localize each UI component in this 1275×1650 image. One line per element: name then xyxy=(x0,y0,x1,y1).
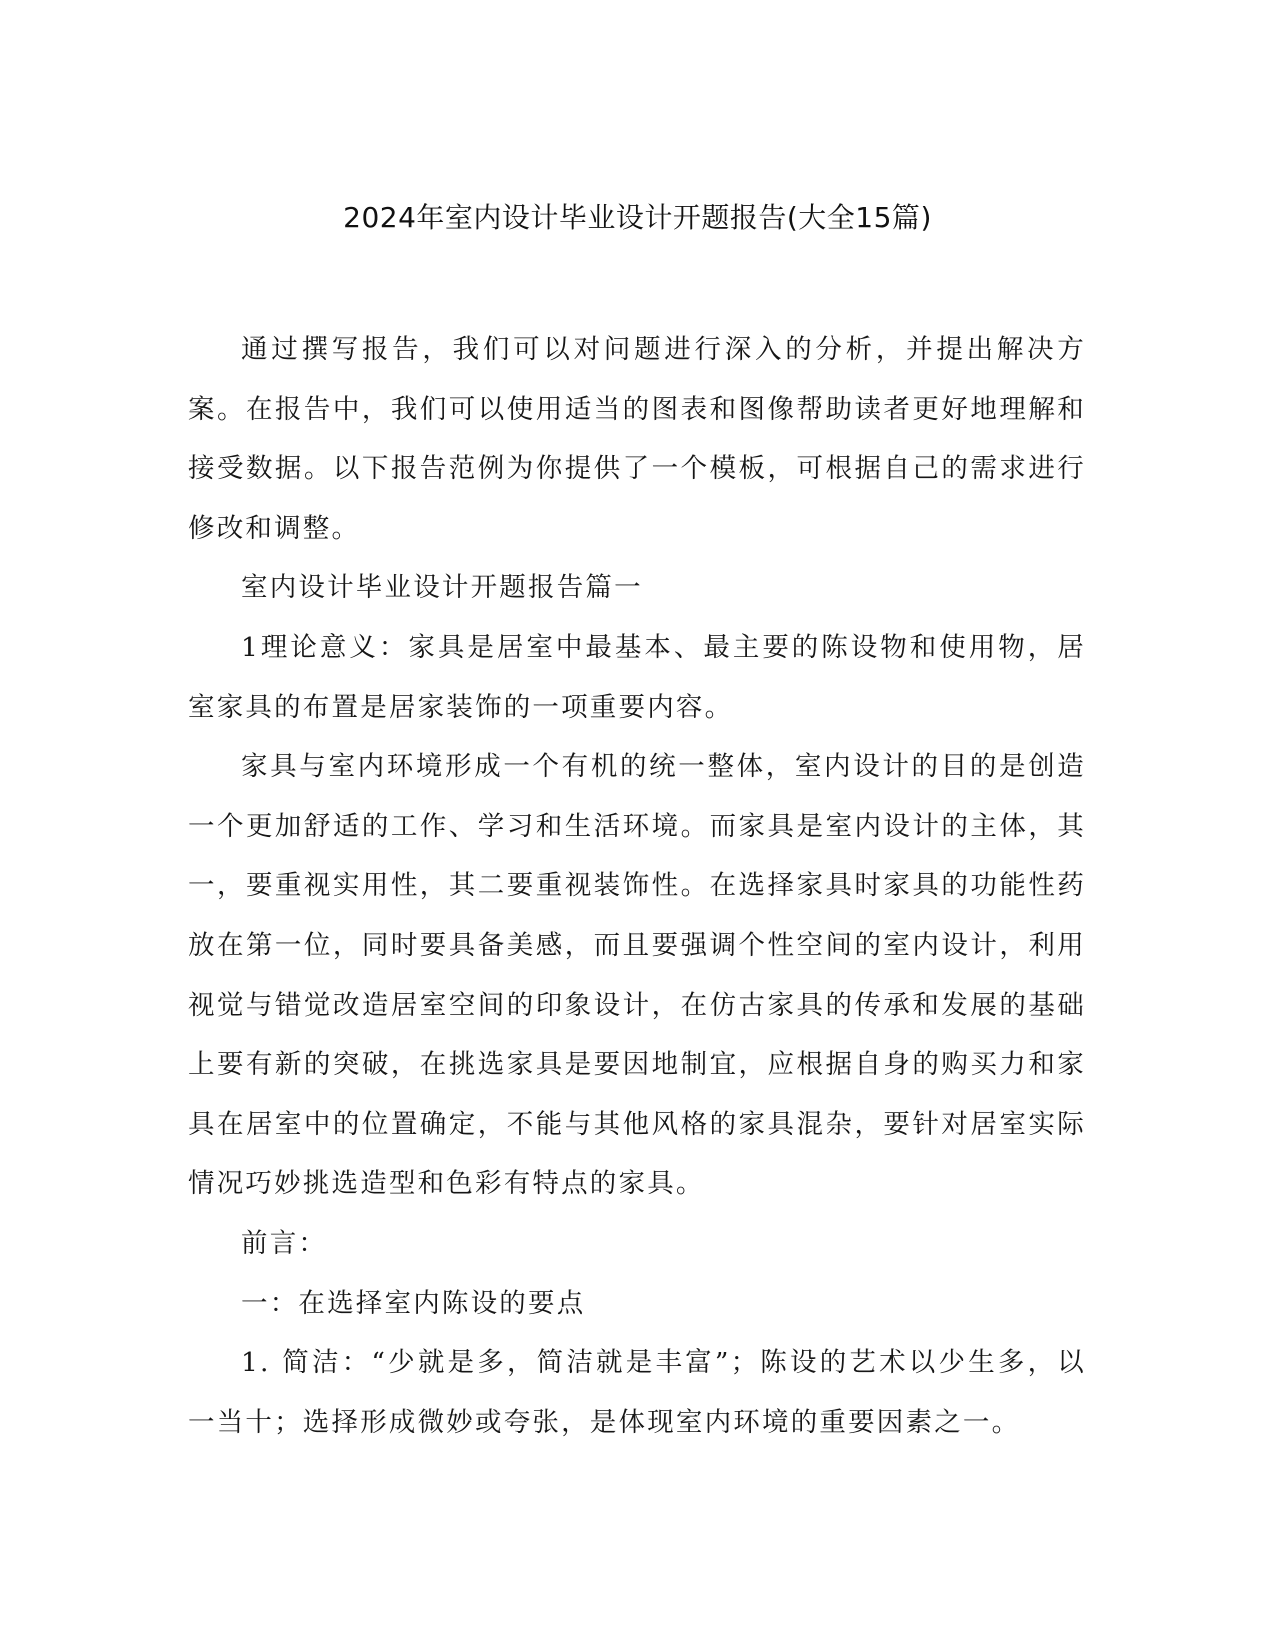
furniture-paragraph: 家具与室内环境形成一个有机的统一整体，室内设计的目的是创造一个更加舒适的工作、学习和生活环境。而家具是室内设计的主体，其一，要重视实用性，其二要重视装饰性。在选择家具时家具的功能性药放在第一位，同时要具备美感，而且要强调个性空间的室内设计，利用视觉与错觉改造居室空间的印象设计，在仿古家具的传承和发展的基础上要有新的突破，在挑选家具是要因地制宜，应根据自身的购买力和家具在居室中的位置确定，不能与其他风格的家具混杂，要针对居室实际情况巧妙挑选造型和色彩有特点的家具。 xyxy=(188,751,1086,1200)
theory-paragraph: 1理论意义：家具是居室中最基本、最主要的陈设物和使用物，居室家具的布置是居家装饰的一项重要内容。 xyxy=(188,631,1086,723)
document-body xyxy=(188,320,1086,1452)
section-heading: 室内设计毕业设计开题报告篇一 xyxy=(241,572,643,604)
subsection-heading: 一：在选择室内陈设的要点 xyxy=(241,1287,586,1319)
point-paragraph: 1. 简洁：“少就是多，简洁就是丰富”；陈设的艺术以少生多，以一当十；选择形成微妙或夸张，是体现室内环境的重要因素之一。 xyxy=(188,1347,1086,1438)
preface-heading: 前言： xyxy=(241,1227,328,1259)
intro-paragraph: 通过撰写报告，我们可以对问题进行深入的分析，并提出解决方案。在报告中，我们可以使用适当的图表和图像帮助读者更好地理解和接受数据。以下报告范例为你提供了一个模板，可根据自己的需求进行修改和调整。 xyxy=(188,334,1086,544)
document-title: 2024年室内设计毕业设计开题报告(大全15篇) xyxy=(343,201,932,234)
